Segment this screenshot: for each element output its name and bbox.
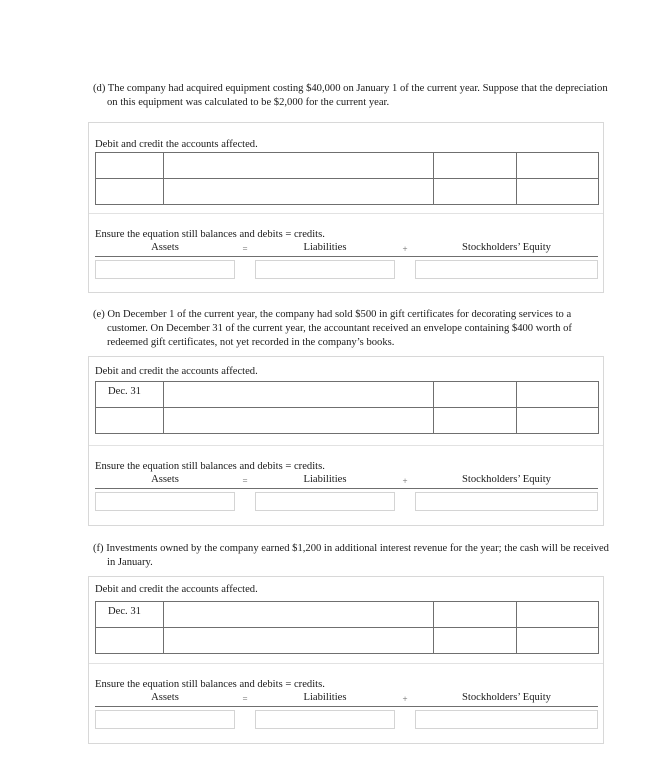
section-divider: [89, 445, 603, 446]
journal-row: [96, 179, 599, 205]
journal-date-cell: [96, 153, 164, 179]
plus-sign: +: [402, 244, 408, 254]
problem-d-panel: [88, 122, 604, 293]
problem-d-text: (d) The company had acquired equipment costing $40,000 on January 1 of the current year. Suppose that the depreciation on this equipment was calculated to be $2,000 for the current year.: [93, 83, 608, 108]
journal-debit-input[interactable]: [434, 382, 517, 408]
equity-heading: Stockholders’ Equity: [462, 242, 551, 253]
equals-sign: =: [242, 476, 248, 486]
assets-heading: Assets: [151, 474, 179, 485]
equals-sign: =: [242, 244, 248, 254]
journal-account-input[interactable]: [164, 408, 434, 434]
assets-input[interactable]: [95, 260, 235, 279]
equation-label: Ensure the equation still balances and debits = credits.: [95, 461, 325, 472]
journal-account-input[interactable]: [164, 628, 434, 654]
equity-input[interactable]: [415, 260, 598, 279]
journal-table: [95, 152, 599, 205]
liabilities-heading: Liabilities: [303, 474, 347, 485]
problem-f-panel: [88, 576, 604, 744]
assets-input[interactable]: [95, 710, 235, 729]
journal-credit-input[interactable]: [517, 408, 599, 434]
equity-input[interactable]: [415, 492, 598, 511]
plus-sign: +: [402, 476, 408, 486]
journal-label: Debit and credit the accounts affected.: [95, 584, 258, 595]
accounting-equation: [95, 242, 598, 256]
journal-account-input[interactable]: [164, 153, 434, 179]
journal-label: Debit and credit the accounts affected.: [95, 366, 258, 377]
equals-sign: =: [242, 694, 248, 704]
assets-heading: Assets: [151, 242, 179, 253]
equity-heading: Stockholders’ Equity: [462, 692, 551, 703]
journal-debit-input[interactable]: [434, 628, 517, 654]
journal-date-cell: [96, 408, 164, 434]
assets-heading: Assets: [151, 692, 179, 703]
journal-row: [96, 602, 599, 628]
journal-credit-input[interactable]: [517, 602, 599, 628]
journal-date-cell: Dec. 31: [96, 602, 164, 628]
problem-e-panel: [88, 356, 604, 526]
journal-date-cell: Dec. 31: [96, 382, 164, 408]
journal-debit-input[interactable]: [434, 153, 517, 179]
journal-date-cell: [96, 628, 164, 654]
problem-f-text: (f) Investments owned by the company earned $1,200 in additional interest revenue for the year; the cash will be received in January.: [93, 543, 609, 568]
liabilities-input[interactable]: [255, 710, 395, 729]
journal-row: [96, 628, 599, 654]
problem-e-text: (e) On December 1 of the current year, the company had sold $500 in gift certificates for decorating services to a customer. On December 31 of the current year, the accountant received an envelope containing $400 worth of redeemed gift certificates, not yet recorded in the company’s books.: [93, 309, 572, 348]
journal-account-input[interactable]: [164, 179, 434, 205]
journal-account-input[interactable]: [164, 382, 434, 408]
liabilities-input[interactable]: [255, 492, 395, 511]
journal-credit-input[interactable]: [517, 628, 599, 654]
plus-sign: +: [402, 694, 408, 704]
journal-credit-input[interactable]: [517, 382, 599, 408]
section-divider: [89, 213, 603, 214]
liabilities-heading: Liabilities: [303, 692, 347, 703]
equation-label: Ensure the equation still balances and debits = credits.: [95, 229, 325, 240]
journal-row: [96, 408, 599, 434]
equity-heading: Stockholders’ Equity: [462, 474, 551, 485]
liabilities-input[interactable]: [255, 260, 395, 279]
accounting-equation: [95, 692, 598, 706]
accounting-equation: [95, 474, 598, 488]
journal-row: [96, 153, 599, 179]
journal-date-cell: [96, 179, 164, 205]
journal-row: [96, 382, 599, 408]
journal-debit-input[interactable]: [434, 408, 517, 434]
journal-debit-input[interactable]: [434, 602, 517, 628]
journal-debit-input[interactable]: [434, 179, 517, 205]
journal-credit-input[interactable]: [517, 179, 599, 205]
assets-input[interactable]: [95, 492, 235, 511]
journal-credit-input[interactable]: [517, 153, 599, 179]
journal-account-input[interactable]: [164, 602, 434, 628]
journal-table: [95, 601, 599, 654]
journal-label: Debit and credit the accounts affected.: [95, 139, 258, 150]
section-divider: [89, 663, 603, 664]
equation-label: Ensure the equation still balances and debits = credits.: [95, 679, 325, 690]
journal-table: [95, 381, 599, 434]
equity-input[interactable]: [415, 710, 598, 729]
liabilities-heading: Liabilities: [303, 242, 347, 253]
